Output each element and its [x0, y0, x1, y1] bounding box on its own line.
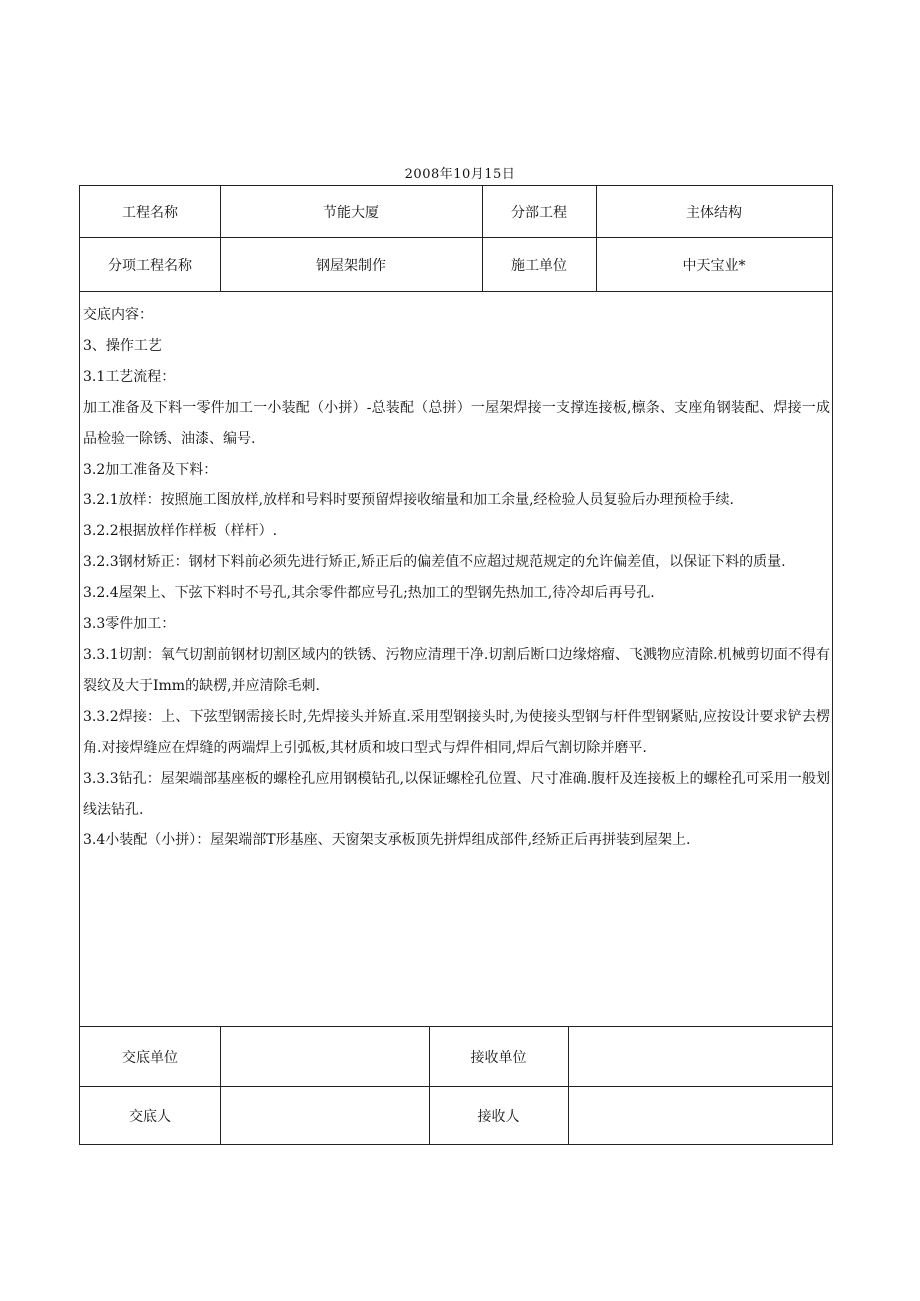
value-division: 主体结构 [686, 204, 742, 221]
content-line: 加工准备及下料一零件加工一小装配（小拼）-总装配（总拼）一屋架焊接一支撑连接板,檩条、支座角钢装配、焊接一成品检验一除锈、油漆、编号. [83, 399, 830, 447]
content-line: 3、操作工艺 [83, 337, 162, 354]
label-receiving-unit: 接收单位 [470, 1049, 527, 1066]
divider [568, 1027, 569, 1145]
header-row-subproject [80, 238, 832, 291]
content-line: 3.4小装配（小拼）：屋架端部T形基座、天窗架支承板顶先拼焊组成部件,经矫正后再拼装到屋架上. [83, 832, 691, 849]
content-line: 3.2.3钢材矫正：钢材下料前必须先进行矫正,矫正后的偏差值不应超过规范规定的允许偏差值，以保证下料的质量. [83, 554, 786, 571]
document-date: 2008年10月15日 [404, 167, 516, 182]
handover-form [79, 185, 833, 1145]
value-handover-unit[interactable] [220, 1027, 429, 1086]
label-subproject-name: 分项工程名称 [108, 257, 192, 274]
content-line: 3.2加工准备及下料： [83, 461, 218, 478]
label-division: 分部工程 [511, 204, 567, 221]
divider [220, 186, 221, 291]
label-handover-unit: 交底单位 [122, 1049, 178, 1066]
content-line: 3.3.1切割：氧气切割前钢材切割区域内的铁锈、污物应清理干净.切割后断口边缘熔瘤、飞溅物应清除.机械剪切面不得有裂纹及大于Imm的缺楞,并应清除毛刺. [83, 646, 830, 694]
content-line: 3.2.2根据放样作样板（样杆）. [83, 523, 278, 540]
content-line: 3.3.2焊接：上、下弦型钢需接长时,先焊接头并矫直.采用型钢接头时,为使接头型钢与杆件型钢紧贴,应按设计要求铲去楞角.对接焊缝应在焊缝的两端焊上引弧板,其材质和坡口型式与焊件相同,焊后气割切除并磨平. [83, 708, 830, 756]
label-receiving-person: 接收人 [477, 1109, 520, 1125]
content-line: 3.2.1放样：按照施工图放样,放样和号料时要预留焊接收缩量和加工余量,经检验人员复验后办理预检手续. [83, 492, 734, 509]
label-project-name: 工程名称 [122, 204, 178, 221]
divider [482, 186, 483, 291]
divider [429, 1027, 430, 1145]
value-receiving-unit[interactable] [568, 1027, 832, 1086]
label-contractor: 施工单位 [511, 257, 567, 274]
content-line: 交底内容： [83, 307, 153, 323]
content-line: 3.2.4屋架上、下弦下料时不号孔,其余零件都应号孔;热加工的型钢先热加工,待冷却后再号孔. [83, 585, 655, 602]
divider [220, 1027, 221, 1145]
label-handover-person: 交底人 [129, 1109, 171, 1125]
content-line: 3.3零件加工： [83, 616, 176, 633]
header-row-project [80, 186, 832, 237]
footer-row-person [80, 1087, 832, 1145]
handover-content [80, 292, 832, 1026]
value-subproject-name: 钢屋架制作 [316, 257, 386, 274]
content-line: 3.3.3钻孔：屋架端部基座板的螺栓孔应用钢模钻孔,以保证螺栓孔位置、尺寸准确.腹杆及连接板上的螺栓孔可采用一般划线法钻孔. [83, 770, 830, 818]
footer-row-unit [80, 1027, 832, 1086]
divider [596, 186, 597, 291]
value-contractor: 中天宝业* [682, 257, 746, 274]
value-receiving-person[interactable] [568, 1087, 832, 1145]
value-handover-person[interactable] [220, 1087, 429, 1145]
content-line: 3.1工艺流程： [83, 368, 176, 385]
value-project-name: 节能大厦 [323, 204, 379, 221]
